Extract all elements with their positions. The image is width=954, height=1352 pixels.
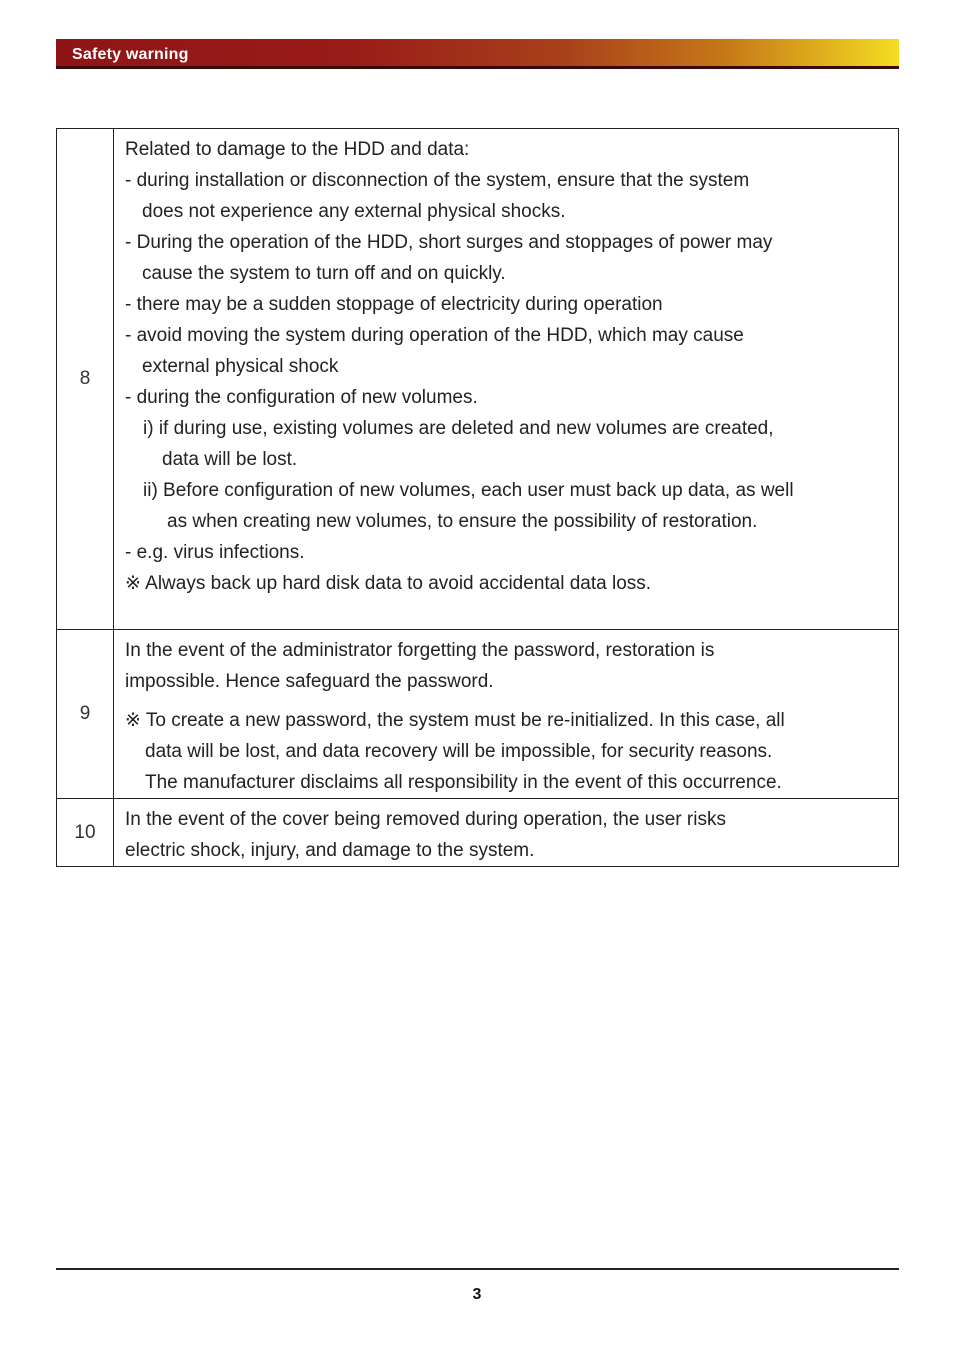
text-line: In the event of the cover being removed during operation, the user risks	[125, 809, 726, 830]
text-line: data will be lost, and data recovery will be impossible, for security reasons.	[145, 741, 773, 762]
text-line: impossible. Hence safeguard the password.	[125, 671, 494, 692]
text-line: - e.g. virus infections.	[125, 542, 305, 563]
text-line: data will be lost.	[162, 449, 298, 470]
text-line: i) if during use, existing volumes are deleted and new volumes are created,	[143, 418, 774, 439]
row-number: 9	[57, 630, 114, 799]
text-line: - during the configuration of new volumes.	[125, 387, 478, 408]
text-line: external physical shock	[142, 356, 339, 377]
row-number: 10	[57, 799, 114, 867]
text-line: ※ To create a new password, the system must be re-initialized. In this case, all	[125, 710, 785, 731]
row-content	[114, 799, 899, 867]
text-line: Related to damage to the HDD and data:	[125, 139, 470, 160]
text-line: ii) Before configuration of new volumes, each user must back up data, as well	[143, 480, 794, 501]
text-line: does not experience any external physical shocks.	[142, 201, 566, 222]
spacer	[125, 599, 888, 629]
text-line: - during installation or disconnection of the system, ensure that the system	[125, 170, 750, 191]
text-line: ※ Always back up hard disk data to avoid accidental data loss.	[125, 573, 652, 594]
text-line: electric shock, injury, and damage to the system.	[125, 840, 535, 861]
footer-divider	[56, 1268, 899, 1270]
text-line: cause the system to turn off and on quickly.	[142, 263, 506, 284]
row-number: 8	[57, 129, 114, 630]
table-row	[57, 129, 899, 630]
text-line: - avoid moving the system during operation of the HDD, which may cause	[125, 325, 744, 346]
text-line: - During the operation of the HDD, short surges and stoppages of power may	[125, 232, 773, 253]
page-number: 3	[472, 1286, 482, 1303]
section-title: Safety warning	[72, 46, 189, 63]
table-row	[57, 630, 899, 799]
text-line: In the event of the administrator forgetting the password, restoration is	[125, 640, 715, 661]
table-row	[57, 799, 899, 867]
safety-warning-table	[56, 128, 899, 867]
row-content	[114, 630, 899, 799]
text-line: as when creating new volumes, to ensure the possibility of restoration.	[167, 511, 758, 532]
spacer	[125, 697, 888, 705]
text-line: - there may be a sudden stoppage of electricity during operation	[125, 294, 663, 315]
header-bar	[56, 39, 899, 69]
text-line: The manufacturer disclaims all responsibility in the event of this occurrence.	[145, 772, 782, 793]
row-content	[114, 129, 899, 630]
